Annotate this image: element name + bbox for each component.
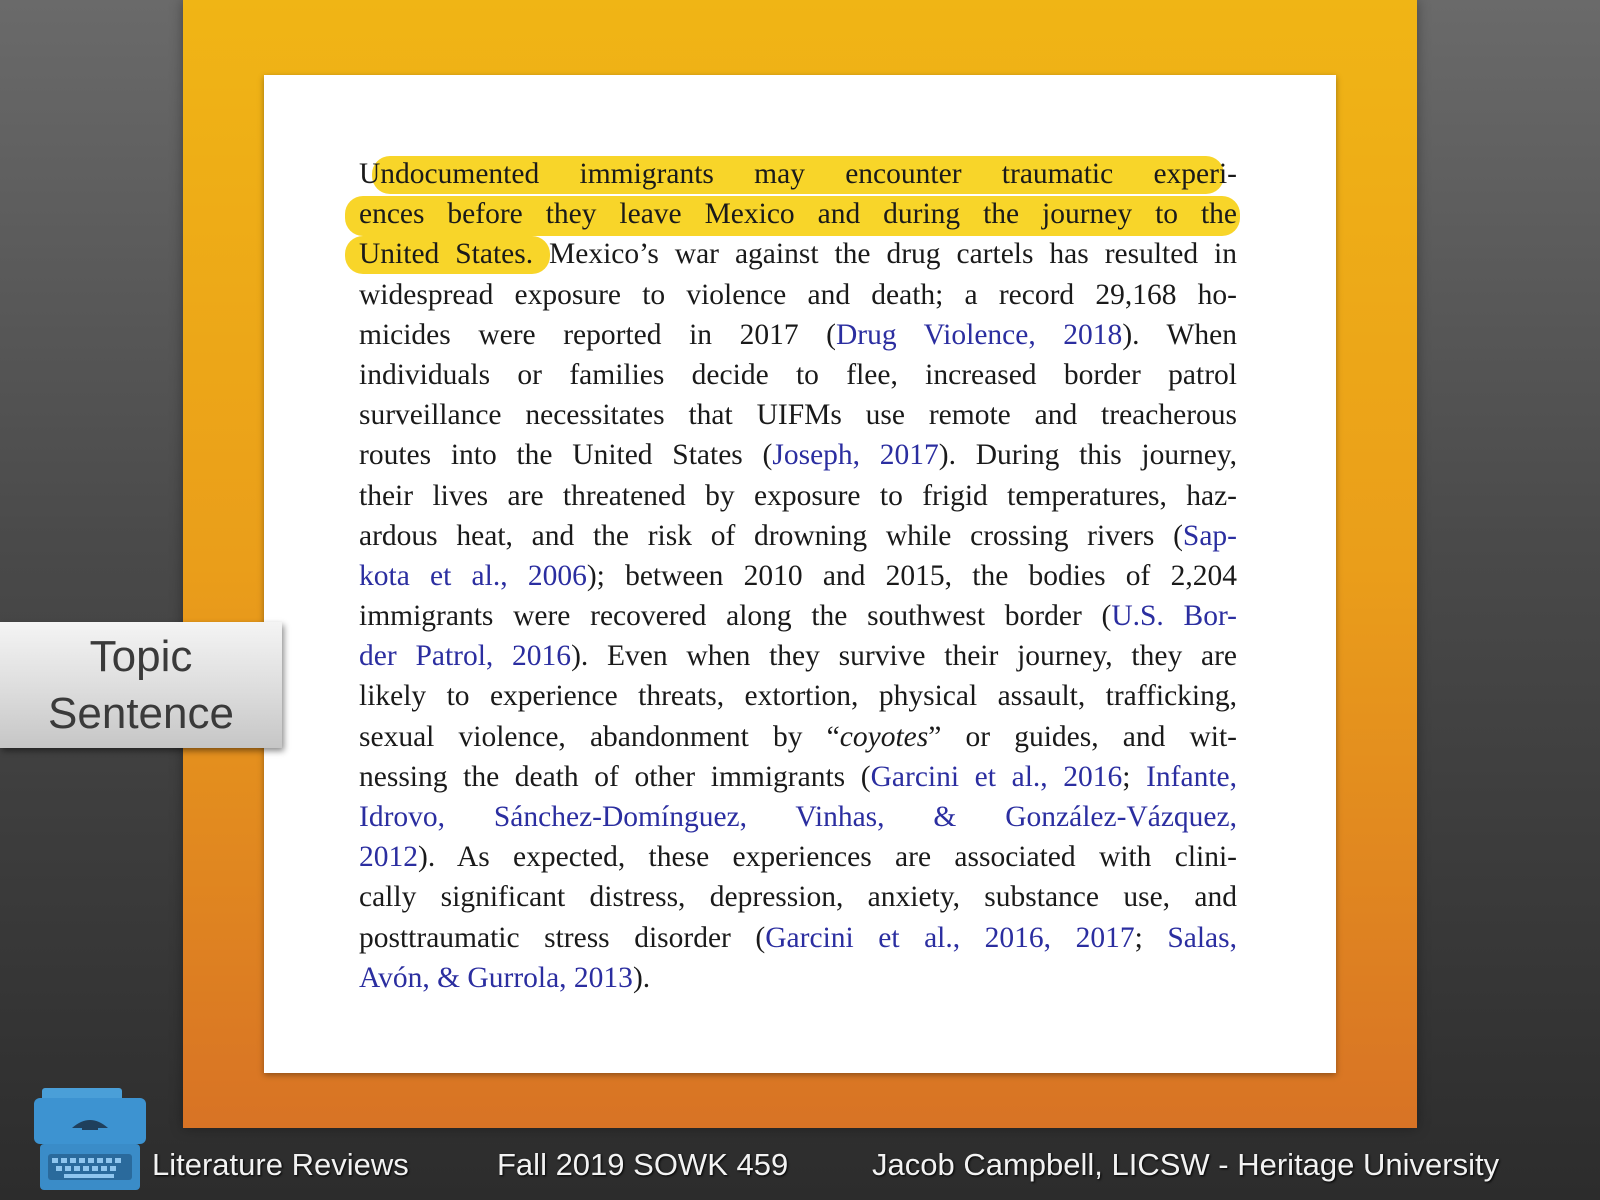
text-run: ). As expected, these experiences are associated with clini- bbox=[418, 841, 1237, 874]
text-run: ). bbox=[632, 961, 651, 994]
text-run: United States. Mexico’s war against the drug cartels has resulted in bbox=[359, 238, 1237, 271]
text-run: likely to experience threats, extortion, physical assault, trafficking, bbox=[359, 680, 1237, 713]
citation-link[interactable]: der Patrol, 2016 bbox=[359, 640, 572, 673]
text-run: ); between 2010 and 2015, the bodies of 2,204 bbox=[586, 559, 1237, 592]
text-line bbox=[359, 556, 1237, 596]
citation-link[interactable]: Idrovo, Sánchez-Domínguez, Vinhas, & González-Vázquez, bbox=[359, 801, 1237, 833]
text-line bbox=[359, 636, 1237, 676]
text-run: widespread exposure to violence and death; a record 29,168 ho- bbox=[359, 278, 1237, 311]
citation-link[interactable]: Salas, bbox=[1167, 921, 1237, 954]
text-run: routes into the United States ( bbox=[359, 439, 773, 472]
text-run: ardous heat, and the risk of drowning while crossing rivers ( bbox=[359, 519, 1183, 552]
citation-link[interactable]: Sap- bbox=[1182, 519, 1237, 552]
text-line bbox=[359, 757, 1237, 797]
citation-link[interactable]: Avón, & Gurrola, 2013 bbox=[359, 961, 633, 994]
callout-line-1: Topic bbox=[89, 632, 193, 681]
text-run: ences before they leave Mexico and during the journey to the bbox=[359, 198, 1237, 231]
text-run: micides were reported in 2017 ( bbox=[359, 318, 836, 351]
text-line bbox=[359, 837, 1237, 877]
footer-author: Jacob Campbell, LICSW - Heritage University bbox=[872, 1147, 1500, 1182]
text-line bbox=[359, 315, 1237, 355]
text-line bbox=[359, 234, 1237, 274]
footer-course: Fall 2019 SOWK 459 bbox=[497, 1147, 789, 1182]
excerpt-paragraph bbox=[359, 154, 1237, 998]
text-run: ). During this journey, bbox=[938, 439, 1238, 472]
citation-link[interactable]: Joseph, 2017 bbox=[772, 439, 939, 472]
text-run: ; bbox=[1134, 921, 1168, 954]
citation-link[interactable]: Drug Violence, 2018 bbox=[835, 318, 1123, 351]
text-line bbox=[359, 395, 1237, 435]
text-line bbox=[359, 958, 1237, 998]
text-run: surveillance necessitates that UIFMs use remote and treacherous bbox=[359, 399, 1237, 432]
italic-term: coyotes bbox=[839, 720, 929, 753]
text-run: their lives are threatened by exposure to frigid temperatures, haz- bbox=[359, 479, 1237, 512]
text-line bbox=[359, 676, 1237, 716]
citation-link[interactable]: kota et al., 2006 bbox=[359, 559, 587, 592]
text-run: ” or guides, and wit- bbox=[928, 720, 1237, 753]
text-run: sexual violence, abandonment by “ bbox=[359, 720, 840, 753]
text-run: posttraumatic stress disorder ( bbox=[359, 921, 766, 954]
text-line bbox=[359, 194, 1237, 234]
citation-link[interactable]: U.S. Bor- bbox=[1111, 600, 1237, 633]
typewriter-icon bbox=[34, 1088, 146, 1190]
text-run: ; bbox=[1122, 760, 1147, 793]
footer-title: Literature Reviews bbox=[152, 1147, 409, 1182]
text-run: nessing the death of other immigrants ( bbox=[359, 760, 871, 793]
text-run: cally significant distress, depression, anxiety, substance use, and bbox=[359, 881, 1237, 914]
citation-link[interactable]: Infante, bbox=[1146, 760, 1237, 793]
text-line bbox=[359, 797, 1237, 837]
text-run: immigrants were recovered along the southwest border ( bbox=[359, 600, 1112, 633]
text-run: Undocumented immigrants may encounter traumatic experi- bbox=[359, 158, 1237, 190]
text-line bbox=[359, 717, 1237, 757]
text-run: individuals or families decide to flee, increased border patrol bbox=[359, 358, 1237, 391]
text-run: ). Even when they survive their journey, they are bbox=[571, 640, 1237, 673]
text-line bbox=[359, 596, 1237, 636]
citation-link[interactable]: Garcini et al., 2016, 2017 bbox=[765, 921, 1135, 954]
citation-link[interactable]: 2012 bbox=[359, 841, 418, 874]
text-line bbox=[359, 476, 1237, 516]
text-line bbox=[359, 877, 1237, 917]
text-line bbox=[359, 275, 1237, 315]
text-line bbox=[359, 154, 1237, 194]
text-line bbox=[359, 918, 1237, 958]
topic-sentence-callout bbox=[0, 622, 282, 748]
text-line bbox=[359, 516, 1237, 556]
text-run: ). When bbox=[1122, 318, 1237, 351]
citation-link[interactable]: Garcini et al., 2016 bbox=[870, 760, 1123, 793]
text-line bbox=[359, 355, 1237, 395]
callout-line-2: Sentence bbox=[48, 689, 234, 738]
text-line bbox=[359, 435, 1237, 475]
